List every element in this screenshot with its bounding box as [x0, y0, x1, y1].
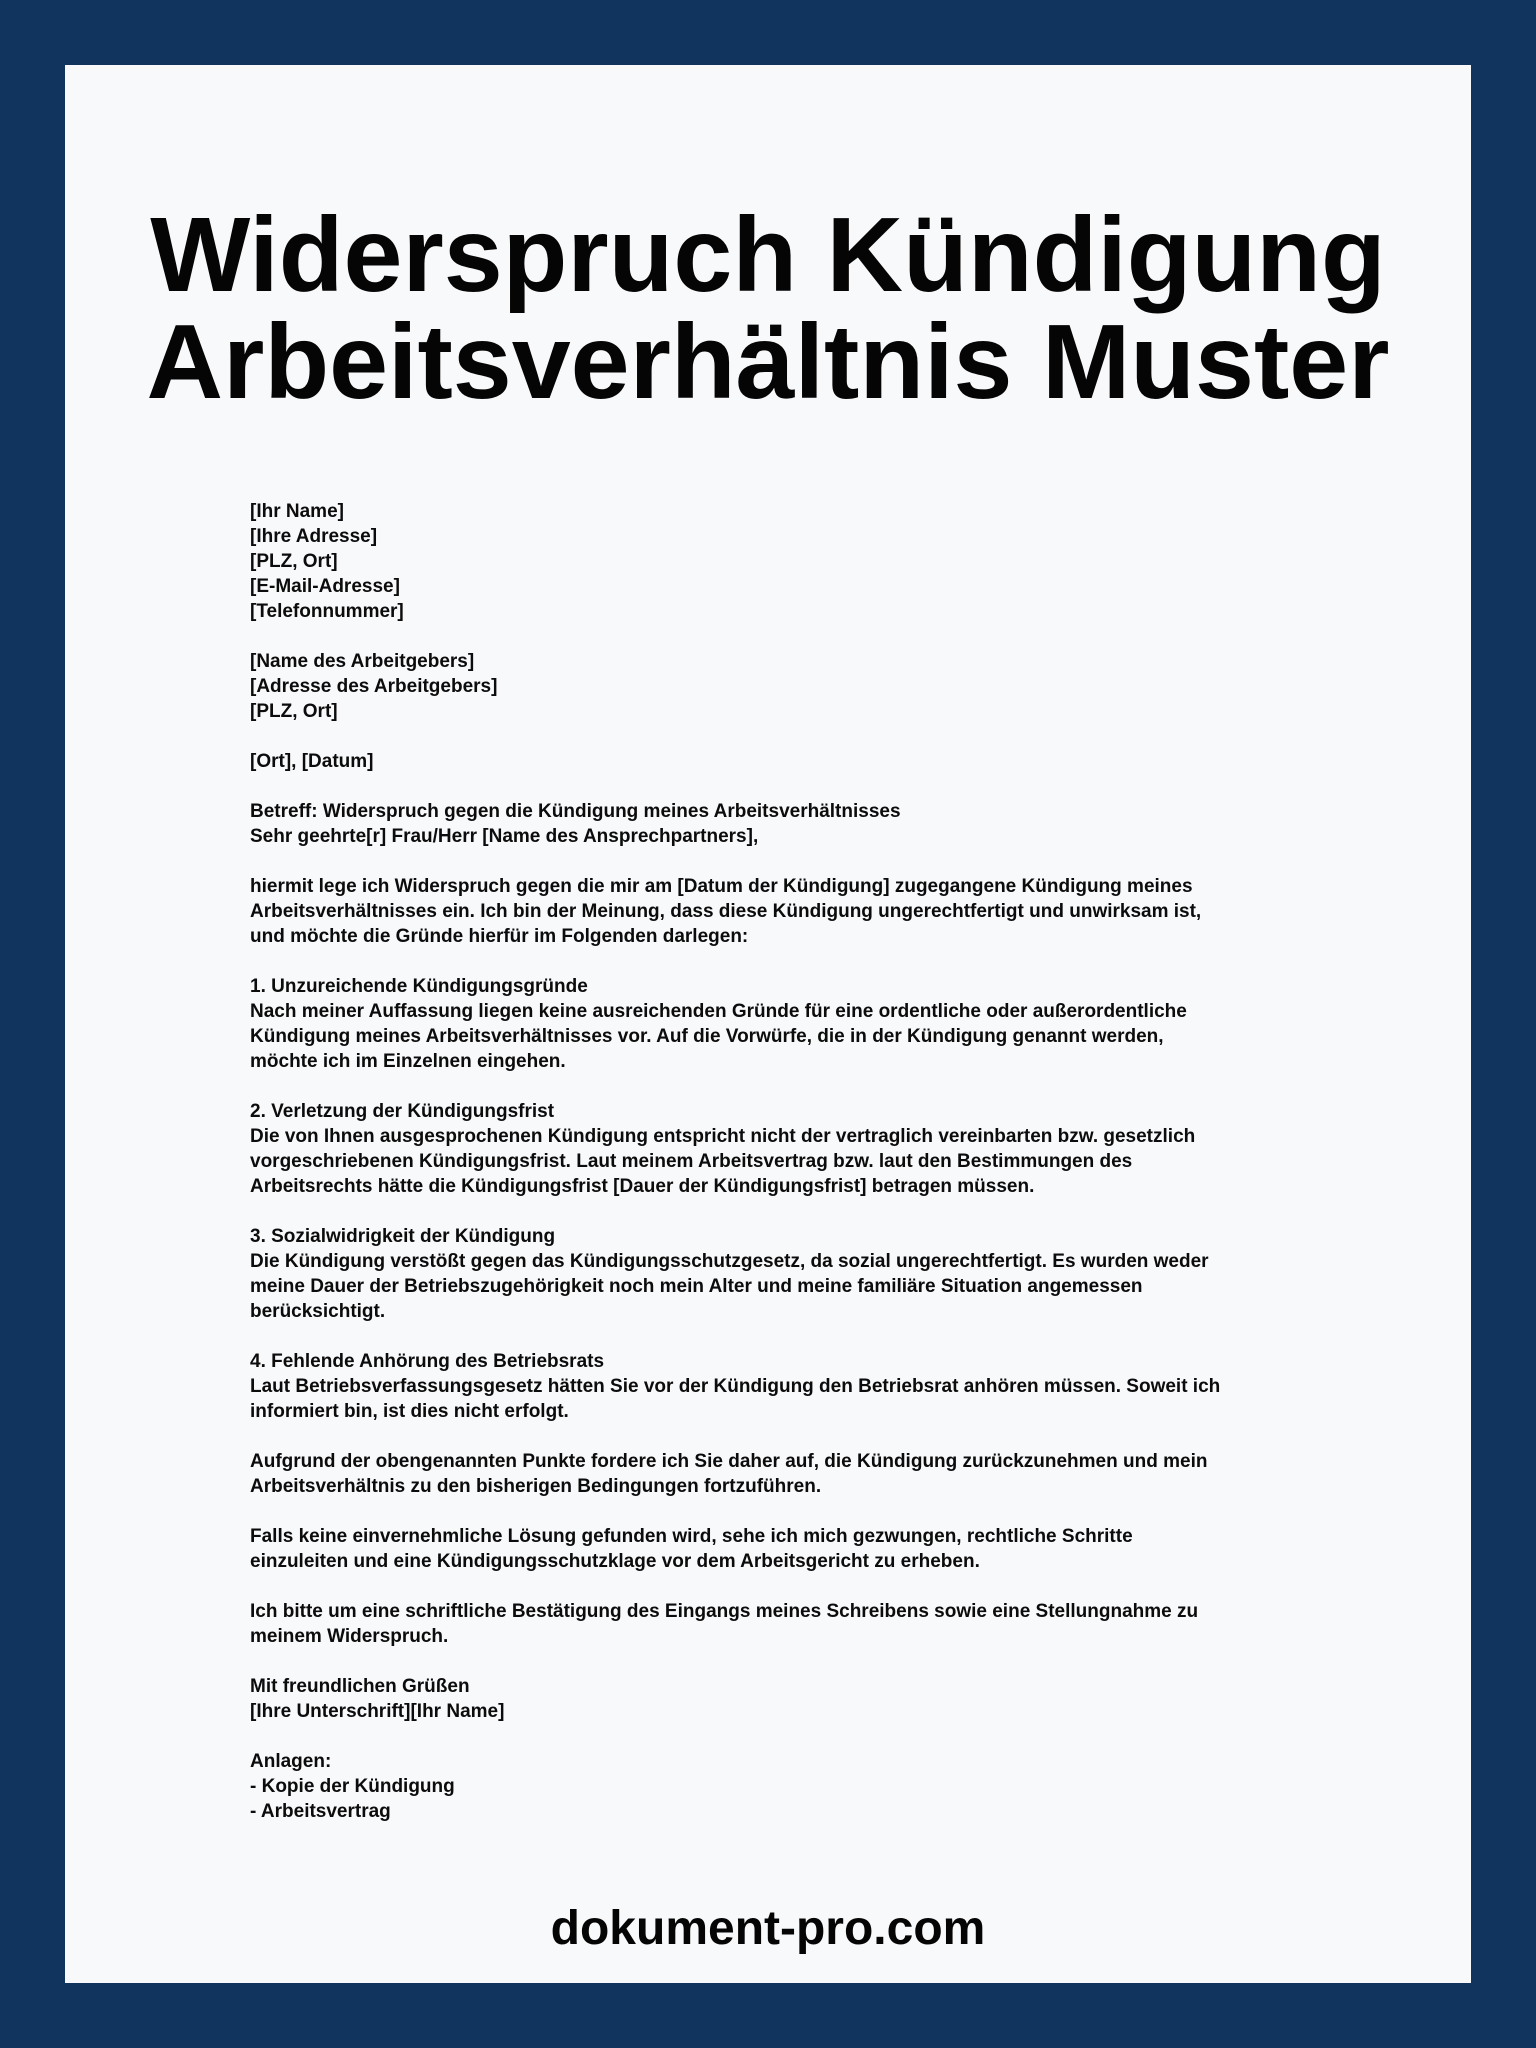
point-3 — [250, 1224, 1350, 1324]
paragraph-line: Laut Betriebsverfassungsgesetz hätten Sie vor der Kündigung den Betriebsrat anhören müssen. Soweit ich — [250, 1376, 1221, 1397]
paragraph-line: Nach meiner Auffassung liegen keine ausreichenden Gründe für eine ordentliche oder außerordentliche — [250, 1001, 1187, 1022]
signature-line: [Ihre Unterschrift][Ihr Name] — [250, 1701, 505, 1722]
recipient-name: [Name des Arbeitgebers] — [250, 651, 475, 672]
paragraph-line: Kündigung meines Arbeitsverhältnisses vor. Auf die Vorwürfe, die in der Kündigung genannt werden, — [250, 1026, 1164, 1047]
sender-name: [Ihr Name] — [250, 501, 344, 522]
closing-greeting: Mit freundlichen Grüßen — [250, 1676, 470, 1697]
paragraph-line: Die Kündigung verstößt gegen das Kündigungsschutzgesetz, da sozial ungerechtfertigt. Es wurden weder — [250, 1251, 1209, 1272]
sender-city: [PLZ, Ort] — [250, 551, 338, 572]
paragraph-line: und möchte die Gründe hierfür im Folgenden darlegen: — [250, 926, 749, 947]
point-heading: 3. Sozialwidrigkeit der Kündigung — [250, 1226, 556, 1247]
intro-paragraph — [250, 874, 1350, 949]
demand-paragraph — [250, 1449, 1350, 1499]
point-1 — [250, 974, 1350, 1074]
paragraph-line: berücksichtigt. — [250, 1301, 386, 1322]
recipient-block — [250, 649, 1350, 724]
recipient-address: [Adresse des Arbeitgebers] — [250, 676, 498, 697]
request-paragraph — [250, 1599, 1350, 1649]
paragraph-line: Falls keine einvernehmliche Lösung gefunden wird, sehe ich mich gezwungen, rechtliche Schritte — [250, 1526, 1133, 1547]
point-2 — [250, 1099, 1350, 1199]
document-page — [65, 65, 1471, 1983]
document-title — [65, 196, 1471, 421]
paragraph-line: Arbeitsrechts hätte die Kündigungsfrist [Dauer der Kündigungsfrist] betragen müssen. — [250, 1176, 1035, 1197]
attachments-block — [250, 1749, 1350, 1824]
paragraph-line: vorgeschriebenen Kündigungsfrist. Laut meinem Arbeitsvertrag bzw. laut den Bestimmungen des — [250, 1151, 1133, 1172]
sender-email: [E-Mail-Adresse] — [250, 576, 400, 597]
paragraph-line: Ich bitte um eine schriftliche Bestätigung des Eingangs meines Schreibens sowie eine Stellungnahme zu — [250, 1601, 1199, 1622]
point-heading: 2. Verletzung der Kündigungsfrist — [250, 1101, 555, 1122]
attachments-label: Anlagen: — [250, 1751, 332, 1772]
paragraph-line: Die von Ihnen ausgesprochenen Kündigung entspricht nicht der vertraglich vereinbarten bzw. gesetzlich — [250, 1126, 1196, 1147]
paragraph-line: Aufgrund der obengenannten Punkte fordere ich Sie daher auf, die Kündigung zurückzunehmen und mein — [250, 1451, 1208, 1472]
sender-address: [Ihre Adresse] — [250, 526, 378, 547]
paragraph-line: möchte ich im Einzelnen eingehen. — [250, 1051, 566, 1072]
closing-block — [250, 1674, 1350, 1724]
paragraph-line: meine Dauer der Betriebszugehörigkeit noch mein Alter und meine familiäre Situation angemessen — [250, 1276, 1143, 1297]
sender-phone: [Telefonnummer] — [250, 601, 404, 622]
salutation: Sehr geehrte[r] Frau/Herr [Name des Ansprechpartners], — [250, 826, 759, 847]
attachment-item: - Kopie der Kündigung — [250, 1776, 455, 1797]
paragraph-line: informiert bin, ist dies nicht erfolgt. — [250, 1401, 569, 1422]
letter-body — [250, 499, 1350, 1824]
point-heading: 1. Unzureichende Kündigungsgründe — [250, 976, 588, 997]
point-4 — [250, 1349, 1350, 1424]
sender-block — [250, 499, 1350, 624]
paragraph-line: Arbeitsverhältnisses ein. Ich bin der Meinung, dass diese Kündigung ungerechtfertigt und unwirksam ist, — [250, 901, 1202, 922]
date-line: [Ort], [Datum] — [250, 751, 374, 772]
paragraph-line: Arbeitsverhältnis zu den bisherigen Bedingungen fortzuführen. — [250, 1476, 822, 1497]
recipient-city: [PLZ, Ort] — [250, 701, 338, 722]
paragraph-line: einzuleiten und eine Kündigungsschutzklage vor dem Arbeitsgericht zu erheben. — [250, 1551, 980, 1572]
subject-line: Betreff: Widerspruch gegen die Kündigung meines Arbeitsverhältnisses — [250, 801, 901, 822]
attachment-item: - Arbeitsvertrag — [250, 1801, 391, 1822]
paragraph-line: hiermit lege ich Widerspruch gegen die mir am [Datum der Kündigung] zugegangene Kündigung meines — [250, 876, 1193, 897]
paragraph-line: meinem Widerspruch. — [250, 1626, 449, 1647]
footer-website: dokument-pro.com — [550, 1902, 986, 1955]
title-line: Widerspruch Kündigung — [150, 196, 1386, 314]
point-heading: 4. Fehlende Anhörung des Betriebsrats — [250, 1351, 605, 1372]
legal-paragraph — [250, 1524, 1350, 1574]
title-line: Arbeitsverhältnis Muster — [146, 303, 1390, 421]
